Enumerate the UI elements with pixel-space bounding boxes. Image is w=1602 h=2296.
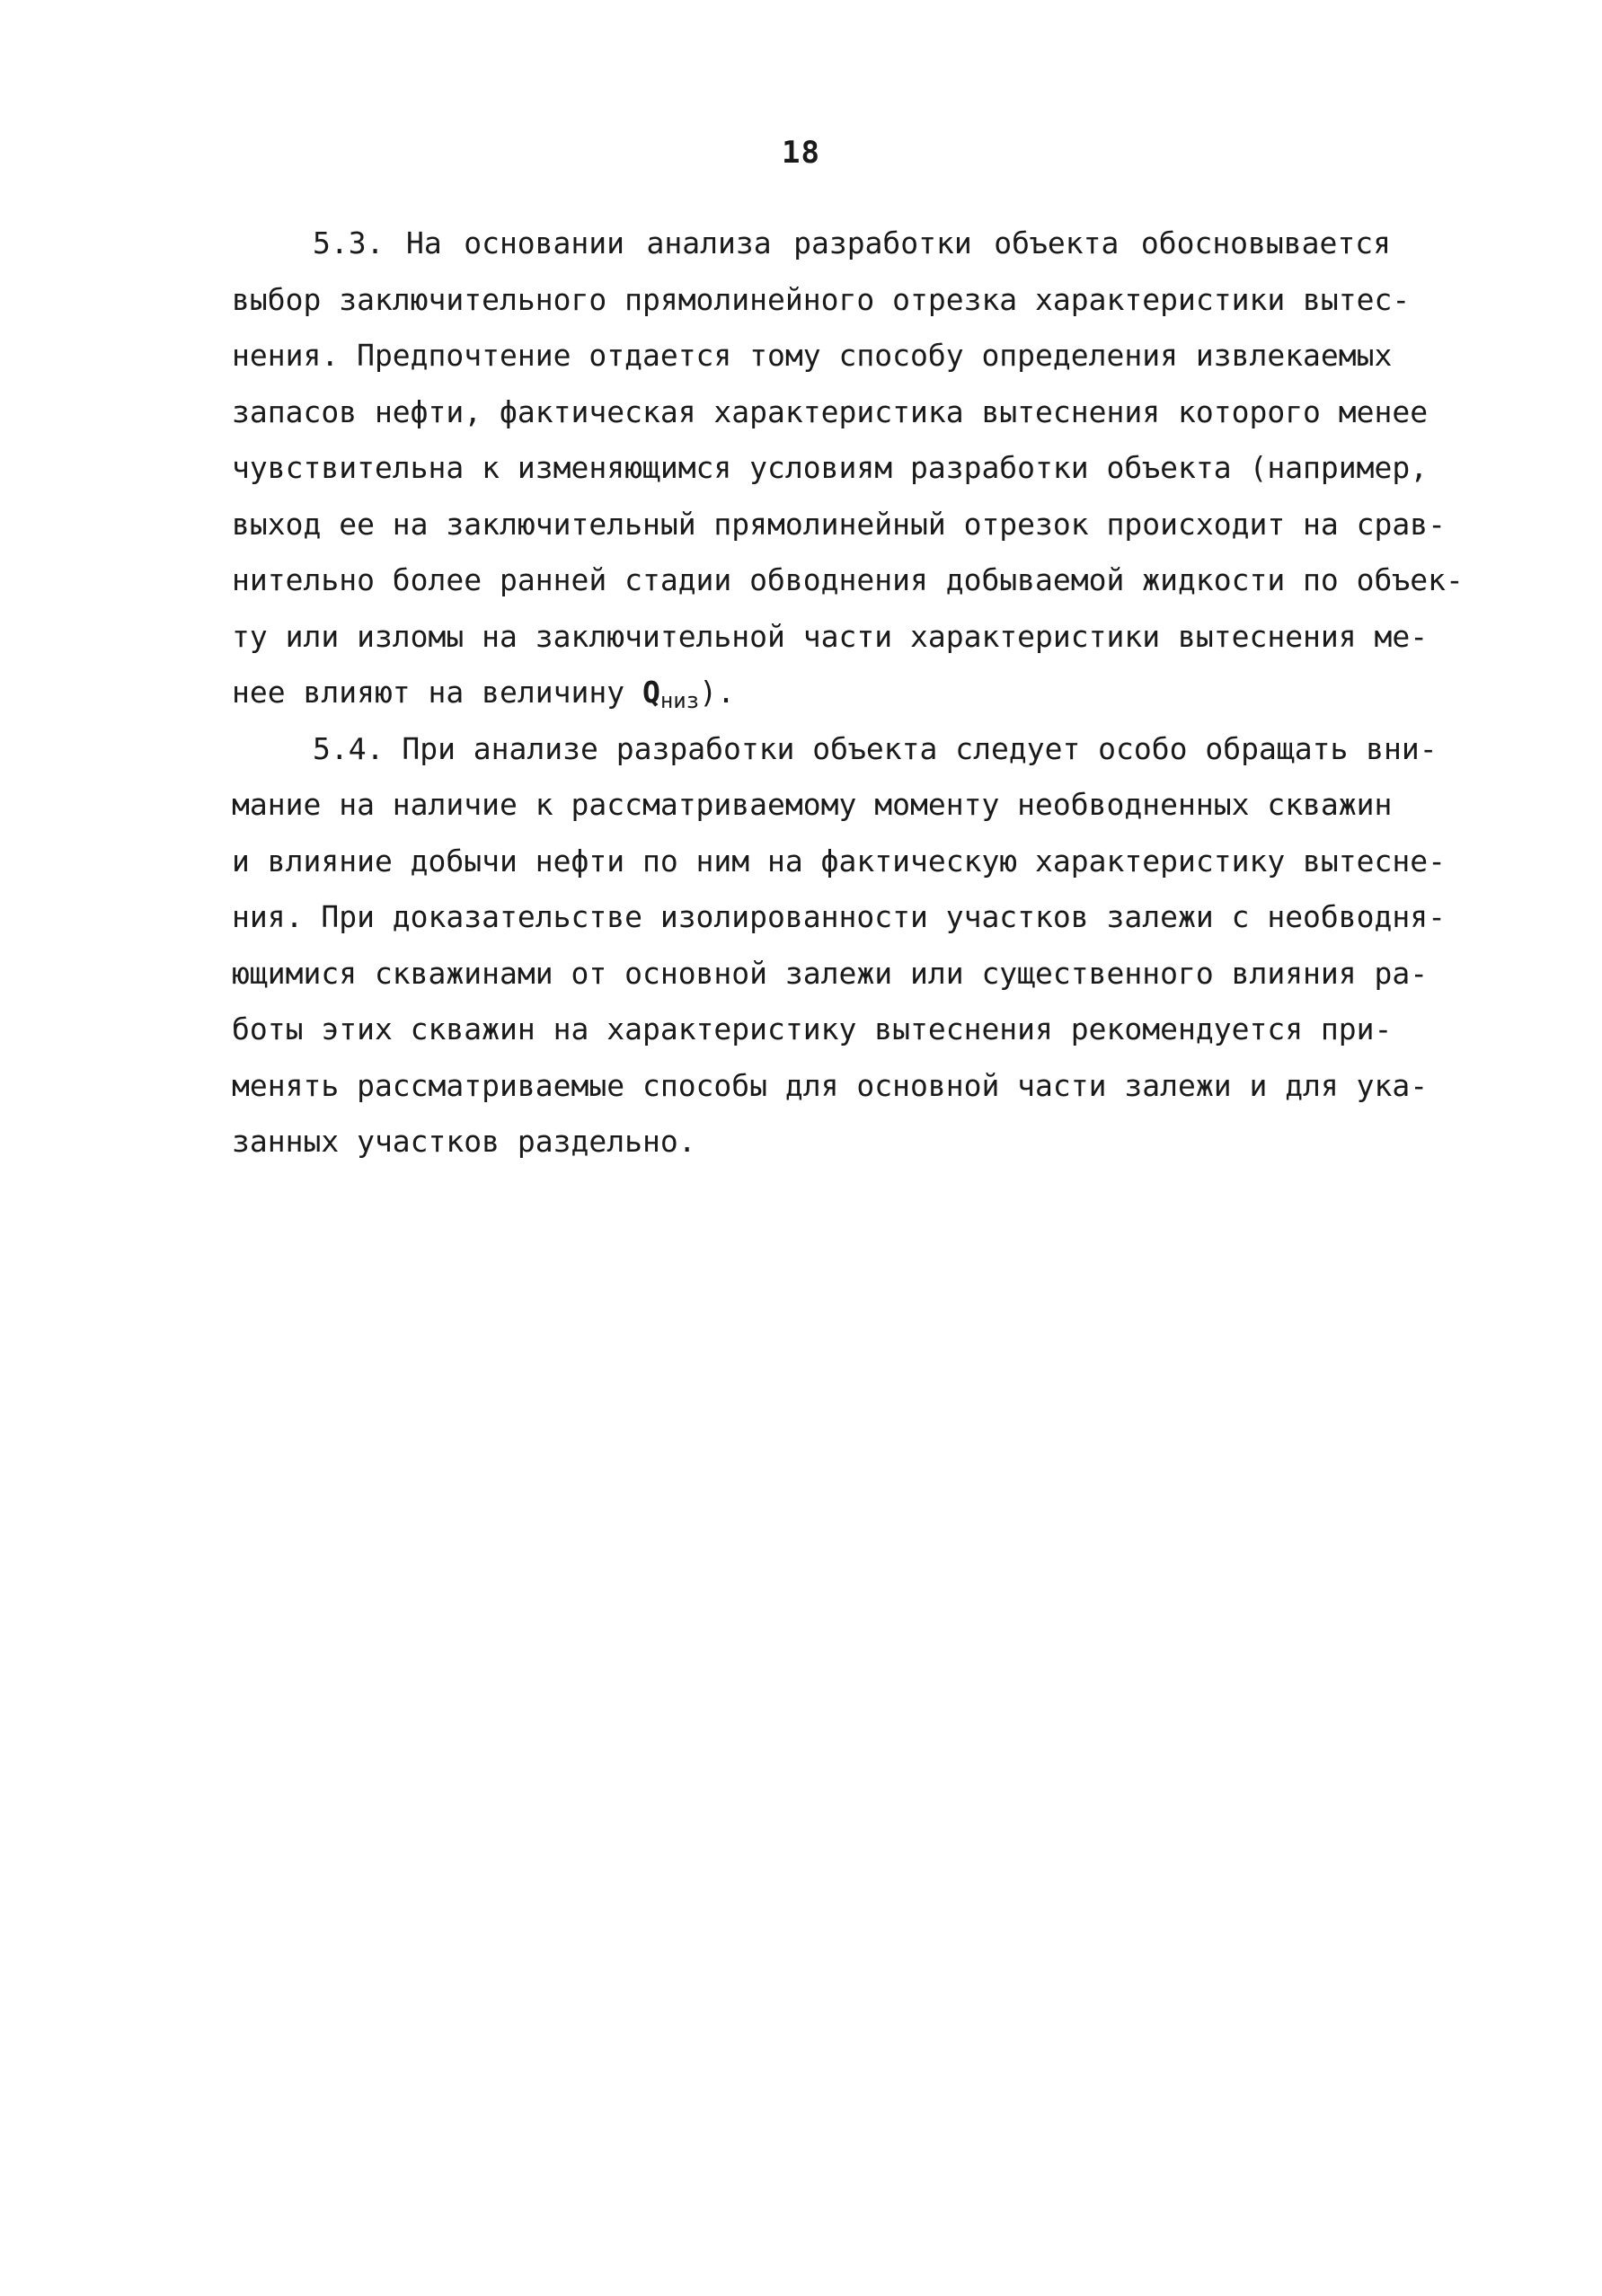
text-fragment: ). xyxy=(699,675,735,710)
text-line: ющимися скважинами от основной залежи или существенного влияния ра- xyxy=(232,955,1429,991)
text-line: чувствительна к изменяющимся условиям разработки объекта (например, xyxy=(232,450,1429,485)
text-line: ту или изломы на заключительной части характеристики вытеснения ме- xyxy=(232,618,1429,654)
document-body xyxy=(232,216,1464,1170)
text-line-formula xyxy=(232,665,1391,721)
text-line: менять рассматриваемые способы для основной части залежи и для ука- xyxy=(232,1067,1429,1103)
text-line: нения. Предпочтение отдается тому способу определения извлекаемых xyxy=(232,338,1393,373)
paragraph-5-3 xyxy=(232,216,1464,721)
text-line: запасов нефти, фактическая характеристика вытеснения которого менее xyxy=(232,393,1429,429)
text-line: боты этих скважин на характеристику вытеснения рекомендуется при- xyxy=(232,1011,1393,1046)
text-line: и влияние добычи нефти по ним на фактическую характеристику вытесне- xyxy=(232,843,1447,879)
text-line: ния. При доказательстве изолированности участков залежи с необводня- xyxy=(232,899,1447,934)
text-line: выход ее на заключительный прямолинейный отрезок происходит на срав- xyxy=(232,506,1447,542)
text-line: мание на наличие к рассматриваемому моменту необводненных скважин xyxy=(232,787,1393,822)
page-number: 18 xyxy=(782,135,820,171)
text-line: 5.3. На основании анализа разработки объекта обосновывается xyxy=(313,225,1391,261)
formula-subscript: низ xyxy=(659,688,700,713)
formula-symbol: Q xyxy=(642,675,660,710)
text-line: 5.4. При анализе разработки объекта следует особо обращать вни- xyxy=(313,730,1438,766)
text-line: выбор заключительного прямолинейного отрезка характеристики вытес- xyxy=(232,281,1411,317)
text-fragment: нее влияют на величину xyxy=(232,675,642,710)
paragraph-5-4 xyxy=(232,721,1447,1170)
text-line: нительно более ранней стадии обводнения добываемой жидкости по объек- xyxy=(232,562,1464,597)
text-line: занных участков раздельно. xyxy=(232,1124,696,1159)
